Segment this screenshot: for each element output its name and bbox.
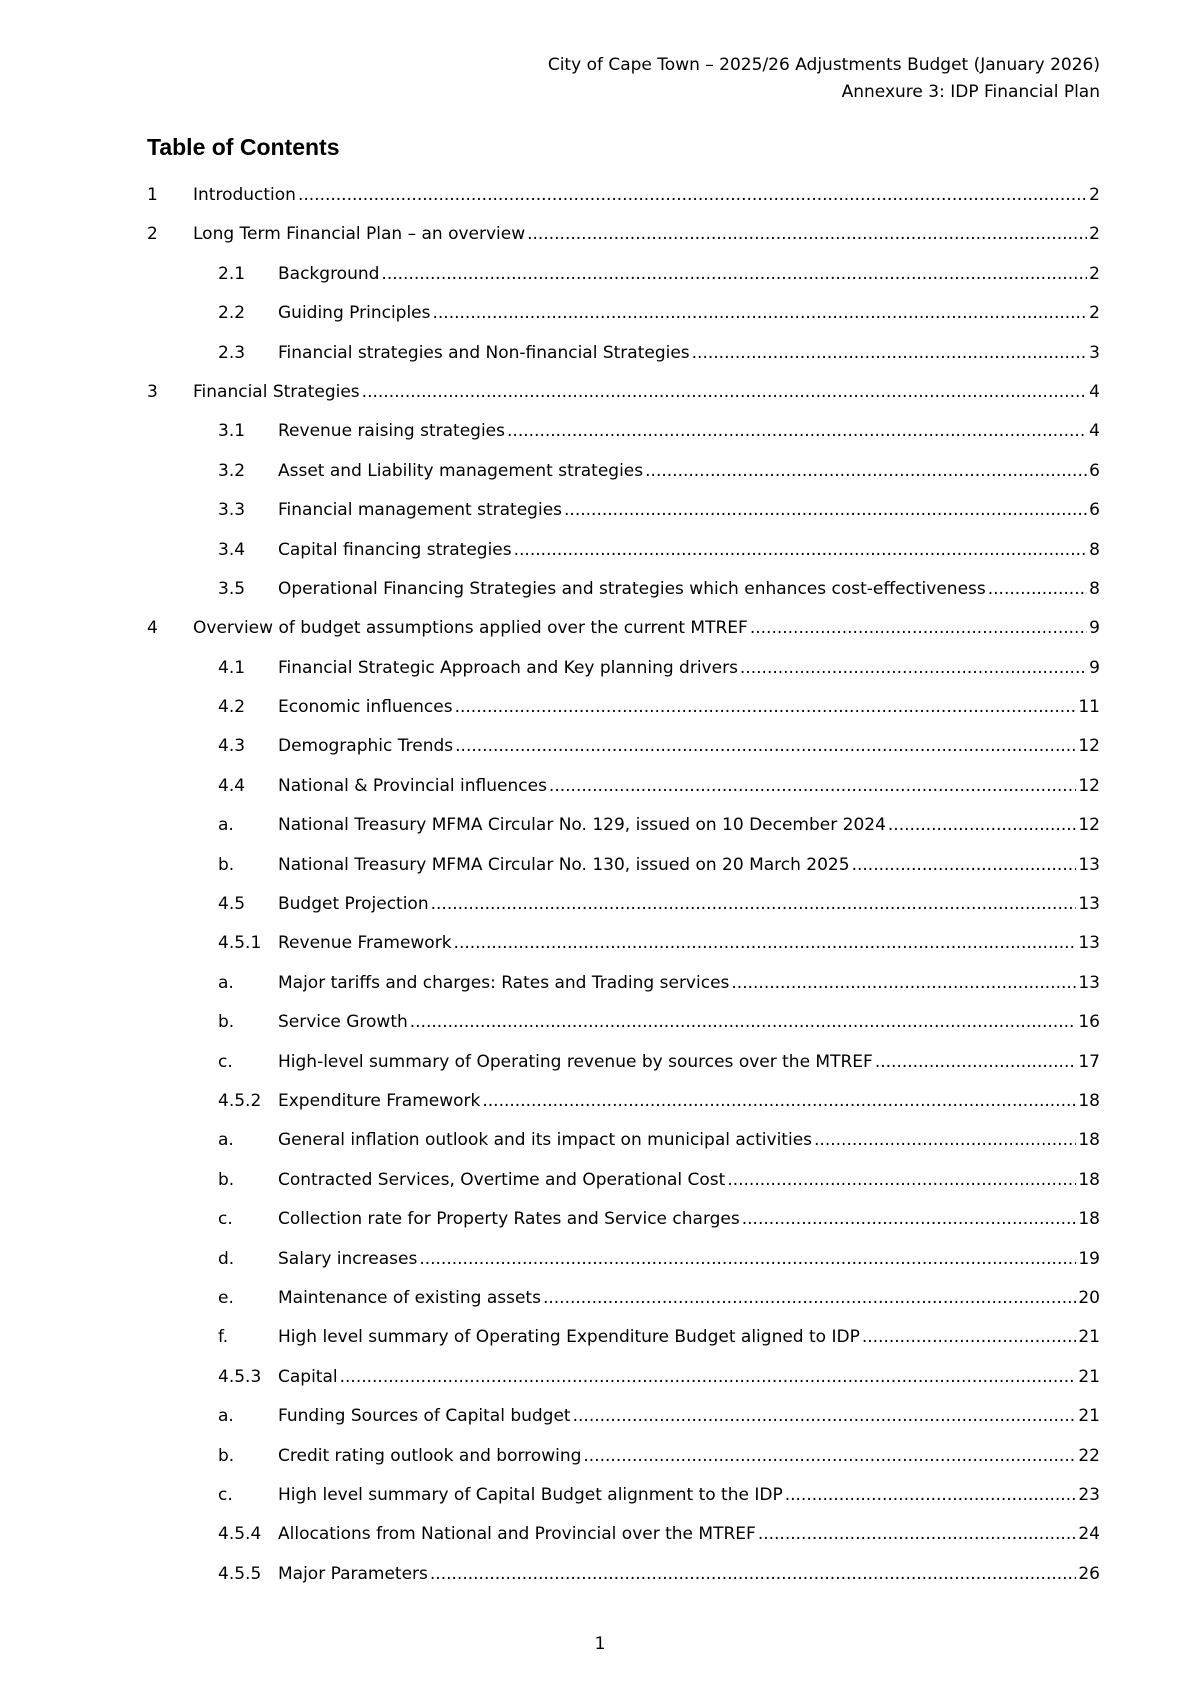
header-line-2: Annexure 3: IDP Financial Plan bbox=[841, 82, 1100, 102]
toc-entry[interactable] bbox=[147, 343, 1100, 382]
toc-entry-number: b. bbox=[218, 854, 235, 875]
toc-entry[interactable] bbox=[147, 658, 1100, 697]
toc-leader-dots bbox=[988, 579, 1087, 599]
toc-leader-dots bbox=[731, 973, 1076, 993]
toc-leader-dots bbox=[785, 1485, 1077, 1505]
toc-entry-title: High-level summary of Operating revenue by sources over the MTREF bbox=[278, 1051, 873, 1072]
header-line-1: City of Cape Town – 2025/26 Adjustments Budget (January 2026) bbox=[547, 55, 1100, 75]
toc-leader-dots bbox=[564, 500, 1087, 520]
toc-entry-number: 3.1 bbox=[218, 421, 246, 442]
running-header bbox=[548, 52, 1100, 106]
table-of-contents bbox=[147, 185, 1100, 1603]
toc-entry-number: c. bbox=[218, 1051, 233, 1072]
toc-entry[interactable] bbox=[147, 1052, 1100, 1091]
toc-entry-number: c. bbox=[218, 1209, 233, 1230]
toc-entry-title: General inflation outlook and its impact on municipal activities bbox=[278, 1130, 813, 1151]
toc-entry-title: Capital bbox=[278, 1366, 338, 1387]
toc-leader-dots bbox=[862, 1327, 1077, 1347]
toc-entry[interactable] bbox=[147, 264, 1100, 303]
toc-entry-title: Asset and Liability management strategies bbox=[278, 460, 644, 481]
toc-entry-page: 24 bbox=[1078, 1524, 1100, 1545]
toc-leader-dots bbox=[514, 540, 1088, 560]
toc-entry-title: Long Term Financial Plan – an overview bbox=[193, 224, 526, 245]
toc-entry-page: 13 bbox=[1078, 933, 1100, 954]
toc-entry-number: b. bbox=[218, 1445, 235, 1466]
toc-entry[interactable] bbox=[147, 736, 1100, 775]
toc-entry[interactable] bbox=[147, 973, 1100, 1012]
toc-entry-number: 2.3 bbox=[218, 342, 246, 363]
toc-entry-number: 4.3 bbox=[218, 736, 246, 757]
toc-entry-number: b. bbox=[218, 1012, 235, 1033]
toc-entry[interactable] bbox=[147, 1446, 1100, 1485]
toc-entry[interactable] bbox=[147, 697, 1100, 736]
toc-leader-dots bbox=[419, 1249, 1076, 1269]
toc-entry-number: 4.4 bbox=[218, 775, 246, 796]
toc-entry[interactable] bbox=[147, 894, 1100, 933]
toc-entry-title: Operational Financing Strategies and strategies which enhances cost-effectiveness bbox=[278, 578, 986, 599]
toc-leader-dots bbox=[340, 1367, 1077, 1387]
toc-entry-number: f. bbox=[218, 1327, 229, 1348]
toc-entry-page: 13 bbox=[1078, 894, 1100, 915]
toc-entry[interactable] bbox=[147, 1406, 1100, 1445]
toc-entry-page: 11 bbox=[1078, 697, 1100, 718]
toc-leader-dots bbox=[758, 1524, 1077, 1544]
toc-entry-number: 3.4 bbox=[218, 539, 246, 560]
toc-entry[interactable] bbox=[147, 540, 1100, 579]
toc-leader-dots bbox=[573, 1406, 1077, 1426]
toc-leader-dots bbox=[645, 461, 1087, 481]
toc-leader-dots bbox=[549, 776, 1076, 796]
toc-entry-number: a. bbox=[218, 815, 234, 836]
toc-entry-page: 19 bbox=[1078, 1248, 1100, 1269]
toc-entry-number: 4.5.1 bbox=[218, 933, 262, 954]
toc-leader-dots bbox=[433, 303, 1088, 323]
toc-entry-page: 18 bbox=[1078, 1090, 1100, 1111]
toc-entry-number: 4.5.4 bbox=[218, 1524, 262, 1545]
toc-entry[interactable] bbox=[147, 382, 1100, 421]
toc-entry-title: Demographic Trends bbox=[278, 736, 454, 757]
toc-entry-page: 2 bbox=[1089, 303, 1100, 324]
toc-entry[interactable] bbox=[147, 421, 1100, 460]
toc-entry[interactable] bbox=[147, 500, 1100, 539]
toc-entry[interactable] bbox=[147, 933, 1100, 972]
toc-leader-dots bbox=[852, 855, 1077, 875]
toc-entry-title: Financial strategies and Non-financial Strategies bbox=[278, 342, 690, 363]
toc-entry-number: 4.5.2 bbox=[218, 1090, 262, 1111]
toc-entry-number: 3.5 bbox=[218, 578, 246, 599]
toc-entry[interactable] bbox=[147, 303, 1100, 342]
toc-entry-page: 17 bbox=[1078, 1051, 1100, 1072]
toc-entry-number: a. bbox=[218, 972, 234, 993]
toc-entry-title: Capital financing strategies bbox=[278, 539, 512, 560]
toc-leader-dots bbox=[430, 1564, 1076, 1584]
toc-entry-title: Major tariffs and charges: Rates and Trading services bbox=[278, 972, 730, 993]
toc-leader-dots bbox=[740, 658, 1087, 678]
toc-entry-title: Budget Projection bbox=[278, 894, 429, 915]
toc-leader-dots bbox=[362, 382, 1088, 402]
toc-entry-title: Revenue Framework bbox=[278, 933, 452, 954]
toc-leader-dots bbox=[727, 1170, 1076, 1190]
toc-entry-title: Guiding Principles bbox=[278, 303, 431, 324]
toc-leader-dots bbox=[381, 264, 1087, 284]
toc-entry-number: e. bbox=[218, 1287, 234, 1308]
toc-entry-title: Revenue raising strategies bbox=[278, 421, 506, 442]
toc-entry-title: Allocations from National and Provincial over the MTREF bbox=[278, 1524, 756, 1545]
toc-entry-page: 6 bbox=[1089, 500, 1100, 521]
toc-entry-number: 4.5.5 bbox=[218, 1563, 262, 1584]
toc-entry-number: b. bbox=[218, 1169, 235, 1190]
toc-entry-number: 4.5.3 bbox=[218, 1366, 262, 1387]
toc-entry-number: 2.1 bbox=[218, 263, 246, 284]
toc-entry-title: Background bbox=[278, 263, 380, 284]
toc-entry-page: 8 bbox=[1089, 578, 1100, 599]
toc-entry-number: 3.3 bbox=[218, 500, 246, 521]
toc-entry[interactable] bbox=[147, 776, 1100, 815]
toc-entry-number: 2.2 bbox=[218, 303, 246, 324]
toc-entry-page: 21 bbox=[1078, 1366, 1100, 1387]
toc-entry-title: Financial Strategies bbox=[193, 381, 360, 402]
toc-entry-title: Collection rate for Property Rates and Service charges bbox=[278, 1209, 740, 1230]
toc-entry-page: 8 bbox=[1089, 539, 1100, 560]
toc-entry[interactable] bbox=[147, 1091, 1100, 1130]
toc-entry-title: National Treasury MFMA Circular No. 130, issued on 20 March 2025 bbox=[278, 854, 850, 875]
toc-entry-title: High level summary of Operating Expenditure Budget aligned to IDP bbox=[278, 1327, 860, 1348]
toc-entry-number: d. bbox=[218, 1248, 235, 1269]
toc-entry[interactable] bbox=[147, 618, 1100, 657]
toc-entry-title: Economic influences bbox=[278, 697, 453, 718]
toc-entry-page: 20 bbox=[1078, 1287, 1100, 1308]
toc-entry-number: 3 bbox=[147, 381, 158, 402]
toc-entry-title: Credit rating outlook and borrowing bbox=[278, 1445, 582, 1466]
toc-entry-page: 4 bbox=[1089, 381, 1100, 402]
toc-entry[interactable] bbox=[147, 1249, 1100, 1288]
toc-entry-title: Funding Sources of Capital budget bbox=[278, 1406, 571, 1427]
toc-leader-dots bbox=[455, 697, 1077, 717]
toc-entry-title: Contracted Services, Overtime and Operational Cost bbox=[278, 1169, 726, 1190]
toc-entry-number: c. bbox=[218, 1484, 233, 1505]
toc-entry-number: 4 bbox=[147, 618, 158, 639]
toc-entry-page: 9 bbox=[1089, 618, 1100, 639]
toc-entry[interactable] bbox=[147, 1209, 1100, 1248]
toc-entry-page: 6 bbox=[1089, 460, 1100, 481]
toc-entry[interactable] bbox=[147, 1130, 1100, 1169]
toc-leader-dots bbox=[543, 1288, 1076, 1308]
toc-entry-title: Expenditure Framework bbox=[278, 1090, 481, 1111]
toc-entry-title: Financial Strategic Approach and Key planning drivers bbox=[278, 657, 738, 678]
toc-entry[interactable] bbox=[147, 1288, 1100, 1327]
toc-leader-dots bbox=[431, 894, 1077, 914]
toc-entry-number: a. bbox=[218, 1406, 234, 1427]
toc-entry[interactable] bbox=[147, 1327, 1100, 1366]
toc-entry-page: 13 bbox=[1078, 854, 1100, 875]
toc-entry[interactable] bbox=[147, 224, 1100, 263]
toc-leader-dots bbox=[742, 1209, 1077, 1229]
toc-entry-title: National & Provincial influences bbox=[278, 775, 547, 796]
toc-leader-dots bbox=[482, 1091, 1076, 1111]
toc-entry[interactable] bbox=[147, 855, 1100, 894]
toc-entry-page: 2 bbox=[1089, 224, 1100, 245]
toc-entry-title: Overview of budget assumptions applied over the current MTREF bbox=[193, 618, 748, 639]
toc-entry-page: 16 bbox=[1078, 1012, 1100, 1033]
toc-entry[interactable] bbox=[147, 1012, 1100, 1051]
toc-leader-dots bbox=[410, 1012, 1077, 1032]
toc-entry-page: 21 bbox=[1078, 1406, 1100, 1427]
toc-entry-title: Major Parameters bbox=[278, 1563, 428, 1584]
toc-entry-number: 2 bbox=[147, 224, 158, 245]
toc-entry[interactable] bbox=[147, 1367, 1100, 1406]
toc-entry-page: 26 bbox=[1078, 1563, 1100, 1584]
toc-leader-dots bbox=[454, 933, 1077, 953]
page-number: 1 bbox=[594, 1634, 606, 1654]
toc-entry[interactable] bbox=[147, 185, 1100, 224]
toc-leader-dots bbox=[455, 736, 1076, 756]
toc-entry-title: Maintenance of existing assets bbox=[278, 1287, 541, 1308]
toc-entry-number: 4.5 bbox=[218, 894, 246, 915]
toc-entry-page: 2 bbox=[1089, 263, 1100, 284]
toc-leader-dots bbox=[298, 185, 1087, 205]
toc-entry[interactable] bbox=[147, 461, 1100, 500]
toc-leader-dots bbox=[692, 343, 1088, 363]
toc-entry-title: Financial management strategies bbox=[278, 500, 563, 521]
toc-leader-dots bbox=[875, 1052, 1077, 1072]
toc-entry-page: 22 bbox=[1078, 1445, 1100, 1466]
toc-entry-number: 4.1 bbox=[218, 657, 246, 678]
toc-entry-page: 21 bbox=[1078, 1327, 1100, 1348]
toc-entry-title: National Treasury MFMA Circular No. 129, issued on 10 December 2024 bbox=[278, 815, 886, 836]
toc-entry-title: Salary increases bbox=[278, 1248, 418, 1269]
toc-entry-page: 12 bbox=[1078, 775, 1100, 796]
toc-entry[interactable] bbox=[147, 815, 1100, 854]
toc-entry-title: Service Growth bbox=[278, 1012, 408, 1033]
toc-entry[interactable] bbox=[147, 1524, 1100, 1563]
toc-entry-title: Introduction bbox=[193, 185, 296, 205]
toc-leader-dots bbox=[814, 1130, 1076, 1150]
toc-entry[interactable] bbox=[147, 1485, 1100, 1524]
toc-leader-dots bbox=[507, 421, 1087, 441]
toc-entry-page: 12 bbox=[1078, 736, 1100, 757]
toc-entry-page: 18 bbox=[1078, 1130, 1100, 1151]
toc-entry[interactable] bbox=[147, 1564, 1100, 1603]
toc-entry-page: 12 bbox=[1078, 815, 1100, 836]
toc-entry-page: 13 bbox=[1078, 972, 1100, 993]
toc-entry-page: 23 bbox=[1078, 1484, 1100, 1505]
toc-entry[interactable] bbox=[147, 1170, 1100, 1209]
toc-entry[interactable] bbox=[147, 579, 1100, 618]
toc-entry-number: 1 bbox=[147, 185, 158, 205]
toc-leader-dots bbox=[583, 1446, 1076, 1466]
toc-entry-title: High level summary of Capital Budget alignment to the IDP bbox=[278, 1484, 783, 1505]
toc-leader-dots bbox=[888, 815, 1076, 835]
toc-leader-dots bbox=[750, 618, 1087, 638]
toc-entry-page: 9 bbox=[1089, 657, 1100, 678]
toc-entry-page: 4 bbox=[1089, 421, 1100, 442]
toc-entry-page: 2 bbox=[1089, 185, 1100, 205]
toc-entry-number: 3.2 bbox=[218, 460, 246, 481]
toc-title: Table of Contents bbox=[147, 134, 340, 160]
toc-leader-dots bbox=[527, 224, 1087, 244]
toc-entry-number: a. bbox=[218, 1130, 234, 1151]
toc-entry-page: 3 bbox=[1089, 342, 1100, 363]
toc-entry-number: 4.2 bbox=[218, 697, 246, 718]
toc-entry-page: 18 bbox=[1078, 1209, 1100, 1230]
toc-entry-page: 18 bbox=[1078, 1169, 1100, 1190]
